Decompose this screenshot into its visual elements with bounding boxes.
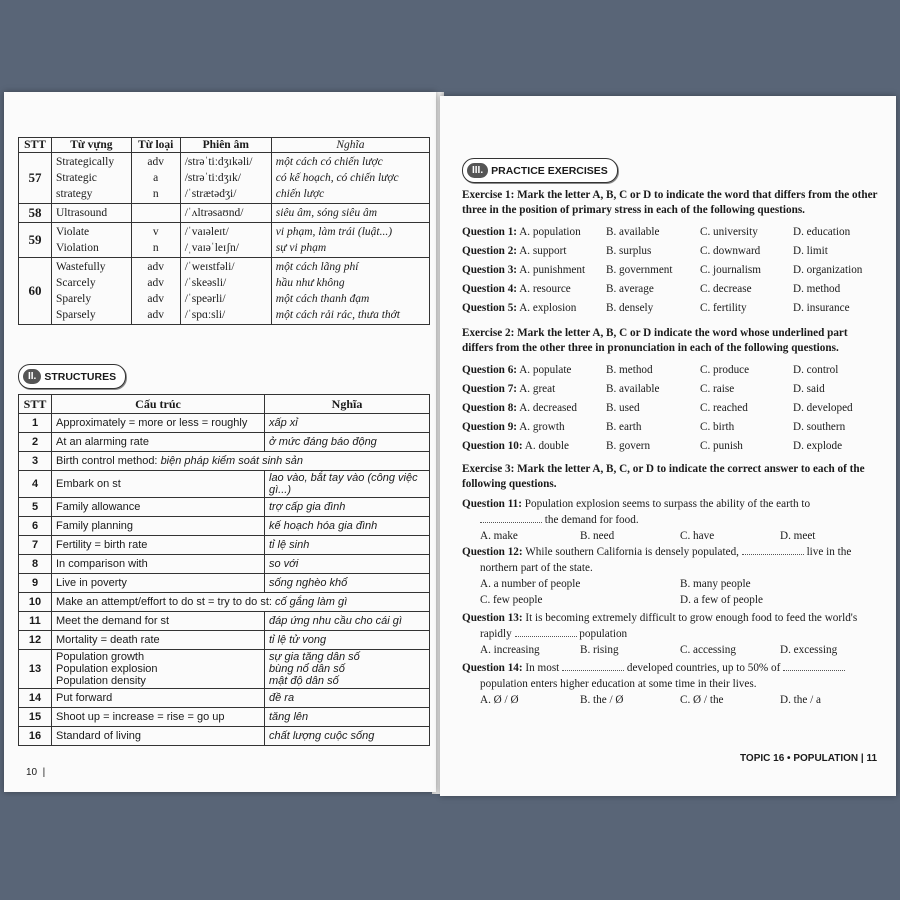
question-row: [462, 398, 880, 417]
question-option-a[interactable]: Question 7: A. great: [462, 382, 556, 395]
structure-row: [19, 593, 430, 612]
vocab-ipa: [180, 223, 271, 258]
structure-text: Population density: [56, 675, 146, 687]
vocab-ipa-item: /ˈvaɪəleɪt/: [184, 226, 229, 238]
structure-number: 12: [19, 631, 52, 650]
structure-number: 8: [19, 555, 52, 574]
question-text: Population explosion seems to surpass the ability of the earth to: [524, 498, 811, 510]
question-label: Question 6:: [462, 363, 518, 376]
structure-cell: [52, 517, 265, 536]
structures-section-label: [18, 364, 126, 389]
structure-text: Population explosion: [56, 663, 158, 675]
structure-text: Make an attempt/effort to do st = try to do st:: [56, 596, 272, 608]
vocabulary-table: [18, 137, 430, 325]
vocab-ipa-item: /ˈspɑːsli/: [184, 309, 226, 321]
option-b[interactable]: B. the / Ø: [580, 694, 624, 706]
structure-meaning: biện pháp kiểm soát sinh sản: [160, 455, 304, 467]
question-option-d[interactable]: D. developed: [793, 401, 853, 414]
vocab-word: Strategically: [56, 156, 115, 168]
question-option-c[interactable]: C. fertility: [700, 301, 747, 314]
question-option-b[interactable]: B. used: [606, 401, 640, 414]
structure-row: [19, 708, 430, 727]
vocab-meaning-item: một cách thanh đạm: [275, 293, 370, 305]
structure-number: 3: [19, 452, 52, 471]
vocab-ipa-item: /ˈskeəsli/: [184, 277, 227, 289]
structure-meaning: tỉ lệ sinh: [269, 539, 310, 551]
vocab-pos: [131, 223, 180, 258]
page-number-text: 10: [26, 767, 38, 778]
structure-row: [19, 631, 430, 650]
question-option-b[interactable]: B. average: [606, 282, 654, 295]
structure-number: 7: [19, 536, 52, 555]
question-option-a[interactable]: Question 3: A. punishment: [462, 263, 586, 276]
option-a[interactable]: A. Ø / Ø: [480, 694, 519, 706]
question-option-d[interactable]: D. organization: [793, 263, 863, 276]
question-option-b[interactable]: B. earth: [606, 420, 642, 433]
question-text: rapidly: [480, 628, 512, 640]
vocab-meaning-item: sự vi phạm: [275, 242, 327, 254]
structure-text: Fertility = birth rate: [56, 539, 148, 551]
question-label: Question 1:: [462, 225, 518, 238]
answer-blank: [562, 661, 624, 671]
structure-text: Live in poverty: [56, 577, 127, 589]
question-label: Question 14:: [462, 662, 523, 674]
structure-number: 4: [19, 471, 52, 498]
question-option-a[interactable]: Question 9: A. growth: [462, 420, 565, 433]
structure-meaning: trợ cấp gia đình: [269, 501, 346, 513]
structure-meaning-cell: [265, 471, 430, 498]
structure-meaning: đáp ứng nhu cầu cho cái gì: [269, 615, 402, 627]
structure-meaning: tăng lên: [269, 711, 309, 723]
structure-cell: [52, 555, 265, 574]
question-text: developed countries, up to 50% of: [626, 662, 781, 674]
question-option-d[interactable]: D. said: [793, 382, 825, 395]
vocab-ipa-item: /ˈweɪstfəli/: [184, 261, 235, 273]
structures-table: [18, 394, 430, 746]
question-row: [462, 241, 880, 260]
option-d[interactable]: D. the / a: [780, 694, 822, 706]
vocab-pos-item: a: [153, 172, 159, 184]
vocab-ipa: [180, 153, 271, 204]
structure-meaning-cell: [265, 498, 430, 517]
question-label: Question 3:: [462, 263, 518, 276]
structure-meaning: kế hoạch hóa gia đình: [269, 520, 378, 532]
question-option-a[interactable]: Question 4: A. resource: [462, 282, 571, 295]
vocab-word: Violation: [56, 242, 99, 254]
structure-row: [19, 727, 430, 746]
answer-blank: [480, 513, 542, 523]
section-roman-numeral: III.: [467, 163, 488, 178]
option-c[interactable]: C. accessing: [680, 644, 736, 656]
question-option-b[interactable]: B. surplus: [606, 244, 652, 257]
question-label: Question 12:: [462, 546, 523, 558]
structure-text: Approximately = more or less = roughly: [56, 417, 248, 429]
vocab-word: Sparsely: [56, 309, 96, 321]
vocab-meaning-item: chiến lược: [275, 188, 325, 200]
structure-meaning: sự gia tăng dân số: [269, 651, 360, 663]
question-option-b[interactable]: B. government: [606, 263, 673, 276]
structure-row: [19, 574, 430, 593]
structure-row: [19, 650, 430, 689]
structures-header-row: [19, 395, 430, 414]
structures-header-stt: STT: [19, 395, 52, 414]
vocab-word: Sparely: [56, 293, 92, 305]
vocab-meaning: siêu âm, sóng siêu âm: [271, 204, 429, 223]
structure-number: 16: [19, 727, 52, 746]
question-label: Question 8:: [462, 401, 518, 414]
structure-text: Population growth: [56, 651, 145, 663]
question-text: While southern California is densely populated,: [525, 546, 739, 558]
option-c[interactable]: C. have: [680, 530, 715, 542]
question-12-options-row1: [462, 576, 880, 592]
section-title: PRACTICE EXERCISES: [491, 164, 608, 177]
structure-text: Put forward: [56, 692, 113, 704]
option-c[interactable]: C. few people: [480, 594, 543, 606]
option-d[interactable]: D. a few of people: [680, 594, 763, 606]
option-b[interactable]: B. many people: [680, 578, 751, 590]
exercise-3-title: Exercise 3: Mark the letter A, B, C, or D to indicate the correct answer to each of the following questions.: [462, 463, 865, 490]
vocab-words: [52, 153, 132, 204]
structure-cell: [52, 574, 265, 593]
question-text-line2: northern part of the state.: [480, 562, 593, 574]
option-a[interactable]: A. a number of people: [480, 578, 581, 590]
vocab-pos-item: adv: [147, 156, 164, 168]
structure-cell: [52, 708, 265, 727]
vocab-header-stt: STT: [19, 138, 52, 153]
question-13: [462, 610, 880, 642]
question-14: [462, 660, 880, 692]
question-row: [462, 360, 880, 379]
vocab-meaning: [271, 223, 429, 258]
question-label: Question 10:: [462, 439, 523, 452]
vocab-words: [52, 223, 132, 258]
structure-cell: [52, 536, 265, 555]
question-option-c[interactable]: C. journalism: [700, 263, 761, 276]
structure-cell: [52, 452, 430, 471]
vocab-pos-item: v: [152, 226, 159, 238]
vocab-number: 60: [19, 258, 52, 325]
right-page-footer: TOPIC 16 • POPULATION | 11: [740, 753, 878, 764]
question-label: Question 11:: [462, 498, 522, 510]
vocab-ipa-item: /strəˈtiːdʒɪk/: [184, 172, 241, 184]
exercise-2-questions: [462, 360, 880, 455]
structure-row: [19, 414, 430, 433]
structure-meaning: bùng nổ dân số: [269, 663, 345, 675]
question-option-d[interactable]: D. southern: [793, 420, 846, 433]
question-14-options: [462, 692, 880, 708]
question-12: [462, 544, 880, 576]
structure-meaning-cell: [265, 414, 430, 433]
question-text: live in the: [806, 546, 852, 558]
question-label: Question 2:: [462, 244, 518, 257]
structure-number: 6: [19, 517, 52, 536]
section-pill: [462, 158, 618, 183]
structure-meaning-cell: [265, 433, 430, 452]
question-label: Question 5:: [462, 301, 518, 314]
question-label: Question 7:: [462, 382, 518, 395]
vocab-meaning: [271, 153, 429, 204]
question-text: It is becoming extremely difficult to grow enough food to feed the world's: [525, 612, 858, 624]
question-option-c[interactable]: C. raise: [700, 382, 735, 395]
vocab-header-ipa: Phiên âm: [180, 138, 271, 153]
structure-cell: [52, 631, 265, 650]
vocab-ipa-item: /ˈspeərli/: [184, 293, 226, 305]
question-option-a[interactable]: Question 10: A. double: [462, 439, 569, 452]
structure-row: [19, 689, 430, 708]
question-row: [462, 379, 880, 398]
structure-number: 9: [19, 574, 52, 593]
structure-row: [19, 517, 430, 536]
structure-meaning-cell: [265, 612, 430, 631]
answer-blank: [742, 545, 804, 555]
structure-cell: [52, 593, 430, 612]
vocab-row: [19, 258, 430, 325]
question-option-a[interactable]: Question 5: A. explosion: [462, 301, 577, 314]
question-11: [462, 496, 880, 528]
vocab-number: 58: [19, 204, 52, 223]
question-option-c[interactable]: C. punish: [700, 439, 743, 452]
structure-number: 13: [19, 650, 52, 689]
structure-text: Mortality = death rate: [56, 634, 160, 646]
structure-cell: [52, 471, 265, 498]
question-text-line2: [462, 626, 880, 642]
structure-cell: [52, 414, 265, 433]
question-label: Question 4:: [462, 282, 518, 295]
structures-header-meaning: Nghĩa: [265, 395, 430, 414]
option-c[interactable]: C. Ø / the: [680, 694, 724, 706]
question-row: [462, 417, 880, 436]
option-a[interactable]: A. increasing: [480, 644, 540, 656]
structures-header-structure: Cấu trúc: [52, 395, 265, 414]
structure-meaning: mật độ dân số: [269, 675, 339, 687]
structure-meaning: ở mức đáng báo động: [269, 436, 377, 448]
question-row: [462, 279, 880, 298]
question-option-d[interactable]: D. insurance: [793, 301, 850, 314]
structure-meaning-cell: [265, 555, 430, 574]
vocab-row: [19, 223, 430, 258]
structure-meaning-cell: [265, 708, 430, 727]
structure-meaning-cell: [265, 650, 430, 689]
question-option-b[interactable]: B. available: [606, 225, 660, 238]
vocab-meaning-item: một cách có chiến lược: [275, 156, 383, 168]
vocab-pos: [131, 258, 180, 325]
question-option-c[interactable]: C. downward: [700, 244, 761, 257]
question-11-options: [462, 528, 880, 544]
vocab-header-pos: Từ loại: [131, 138, 180, 153]
question-option-d[interactable]: D. explode: [793, 439, 843, 452]
question-option-b[interactable]: B. available: [606, 382, 660, 395]
vocab-word: Ultrasound: [52, 204, 132, 223]
exercise-1-questions: [462, 222, 880, 317]
structure-meaning: xấp xỉ: [269, 417, 298, 429]
vocab-meaning-item: có kế hoạch, có chiến lược: [275, 172, 399, 184]
structure-row: [19, 433, 430, 452]
question-option-a[interactable]: Question 2: A. support: [462, 244, 567, 257]
structure-number: 1: [19, 414, 52, 433]
vocab-ipa-item: /ˌvaɪəˈleɪʃn/: [184, 242, 239, 254]
structure-meaning-cell: [265, 689, 430, 708]
structure-meaning: tỉ lệ tử vong: [269, 634, 327, 646]
structure-meaning-cell: [265, 517, 430, 536]
vocab-word: Strategic: [56, 172, 97, 184]
left-page: [4, 92, 436, 792]
question-text: the demand for food.: [544, 514, 639, 526]
structure-row: [19, 555, 430, 574]
structure-meaning-cell: [265, 574, 430, 593]
vocab-word: Scarcely: [56, 277, 96, 289]
structure-cell: [52, 433, 265, 452]
structure-cell: [52, 650, 265, 689]
vocab-meaning: [271, 258, 429, 325]
vocab-header-meaning: Nghĩa: [271, 138, 429, 153]
question-row: [462, 222, 880, 241]
question-text-line2: [462, 512, 880, 528]
structure-row: [19, 471, 430, 498]
section-pill: [18, 364, 126, 389]
structure-number: 10: [19, 593, 52, 612]
vocab-pos-item: n: [152, 242, 159, 254]
question-option-c[interactable]: C. birth: [700, 420, 735, 433]
structure-text: In comparison with: [56, 558, 148, 570]
structure-row: [19, 536, 430, 555]
vocab-row: [19, 204, 430, 223]
structure-row: [19, 452, 430, 471]
vocab-meaning-item: một cách rải rác, thưa thớt: [275, 309, 400, 321]
exercise-1: [462, 188, 880, 317]
structure-meaning: chất lượng cuộc sống: [269, 730, 375, 742]
question-option-c[interactable]: C. university: [700, 225, 758, 238]
exercise-2: [462, 326, 880, 455]
structure-meaning: đề ra: [269, 692, 295, 704]
question-label: Question 9:: [462, 420, 518, 433]
structure-number: 11: [19, 612, 52, 631]
question-option-b[interactable]: B. densely: [606, 301, 654, 314]
structure-number: 5: [19, 498, 52, 517]
structure-number: 2: [19, 433, 52, 452]
answer-blank: [515, 627, 577, 637]
question-row: [462, 436, 880, 455]
question-option-a[interactable]: Question 8: A. decreased: [462, 401, 577, 414]
question-option-c[interactable]: C. decrease: [700, 282, 752, 295]
question-option-b[interactable]: B. method: [606, 363, 653, 376]
structure-text: Standard of living: [56, 730, 141, 742]
structure-row: [19, 612, 430, 631]
option-d[interactable]: D. meet: [780, 530, 816, 542]
exercise-3: [462, 462, 880, 708]
question-text: population: [579, 628, 628, 640]
structure-meaning-cell: [265, 631, 430, 650]
structure-text: Family planning: [56, 520, 134, 532]
vocab-ipa-item: /strəˈtiːdʒɪkəli/: [184, 156, 253, 168]
question-text-line2: population enters higher education at some time in their lives.: [480, 678, 757, 690]
structure-meaning: so với: [269, 558, 299, 570]
structure-text: Shoot up = increase = rise = go up: [56, 711, 225, 723]
vocab-header-row: [19, 138, 430, 153]
right-page: [440, 96, 896, 796]
option-a[interactable]: A. make: [480, 530, 518, 542]
vocab-meaning-item: vi phạm, làm trái (luật...): [275, 226, 393, 238]
question-12-options-row2: [462, 592, 880, 608]
vocab-meaning-item: một cách lãng phí: [275, 261, 359, 273]
vocab-pos-item: adv: [147, 293, 164, 305]
vocab-pos-item: adv: [147, 261, 164, 273]
structure-cell: [52, 498, 265, 517]
structure-text: Family allowance: [56, 501, 141, 513]
structure-meaning: cố gắng làm gì: [275, 596, 348, 608]
question-option-a[interactable]: Question 1: A. population: [462, 225, 581, 238]
structure-meaning: sống nghèo khổ: [269, 577, 348, 589]
question-label: Question 13:: [462, 612, 523, 624]
option-b[interactable]: B. rising: [580, 644, 619, 656]
left-page-number: 10 |: [26, 767, 46, 778]
structure-cell: [52, 727, 265, 746]
exercise-1-title: Exercise 1: Mark the letter A, B, C or D to indicate the word that differs from the other three in the position of primary stress in each of the following questions.: [462, 189, 878, 216]
practice-section-label: [462, 158, 618, 183]
structure-number: 14: [19, 689, 52, 708]
structure-text: Embark on st: [56, 478, 121, 490]
structure-meaning: lao vào, bắt tay vào (công việc gì...): [269, 472, 418, 496]
vocab-word: strategy: [56, 188, 93, 200]
vocab-word: Wastefully: [56, 261, 106, 273]
structure-text: Meet the demand for st: [56, 615, 170, 627]
vocab-ipa: [180, 258, 271, 325]
question-option-c[interactable]: C. reached: [700, 401, 748, 414]
vocab-pos-item: adv: [147, 277, 164, 289]
question-option-c[interactable]: C. produce: [700, 363, 750, 376]
structure-text: Birth control method:: [56, 455, 158, 467]
question-row: [462, 260, 880, 279]
structure-meaning-cell: [265, 536, 430, 555]
question-option-d[interactable]: D. education: [793, 225, 851, 238]
vocab-word: Violate: [56, 226, 90, 238]
answer-blank: [783, 661, 845, 671]
vocab-words: [52, 258, 132, 325]
vocab-number: 59: [19, 223, 52, 258]
structure-meaning-cell: [265, 727, 430, 746]
option-b[interactable]: B. need: [580, 530, 615, 542]
structure-text: At an alarming rate: [56, 436, 149, 448]
exercise-2-title: Exercise 2: Mark the letter A, B, C or D indicate the word whose underlined part differs from the other three in pronunciation in each of the following questions.: [462, 327, 848, 354]
vocab-row: [19, 153, 430, 204]
section-roman-numeral: II.: [23, 369, 41, 384]
question-13-options: [462, 642, 880, 658]
question-option-d[interactable]: D. method: [793, 282, 841, 295]
structure-number: 15: [19, 708, 52, 727]
question-option-d[interactable]: D. limit: [793, 244, 828, 257]
section-title: STRUCTURES: [44, 370, 117, 383]
question-option-b[interactable]: B. govern: [606, 439, 651, 452]
option-d[interactable]: D. excessing: [780, 644, 838, 656]
question-option-d[interactable]: D. control: [793, 363, 839, 376]
vocab-pos-item: n: [152, 188, 159, 200]
vocab-meaning-item: hầu như không: [275, 277, 345, 289]
vocab-pos: [131, 153, 180, 204]
question-option-a[interactable]: Question 6: A. populate: [462, 363, 572, 376]
vocab-ipa: /ˈʌltrəsaʊnd/: [180, 204, 271, 223]
structure-cell: [52, 612, 265, 631]
structure-row: [19, 498, 430, 517]
question-text: In most: [525, 662, 560, 674]
vocab-header-word: Từ vựng: [52, 138, 132, 153]
vocab-pos-item: adv: [147, 309, 164, 321]
vocab-ipa-item: /ˈstrætədʒi/: [184, 188, 237, 200]
structure-cell: [52, 689, 265, 708]
vocab-pos: [131, 204, 180, 223]
vocab-number: 57: [19, 153, 52, 204]
question-row: [462, 298, 880, 317]
